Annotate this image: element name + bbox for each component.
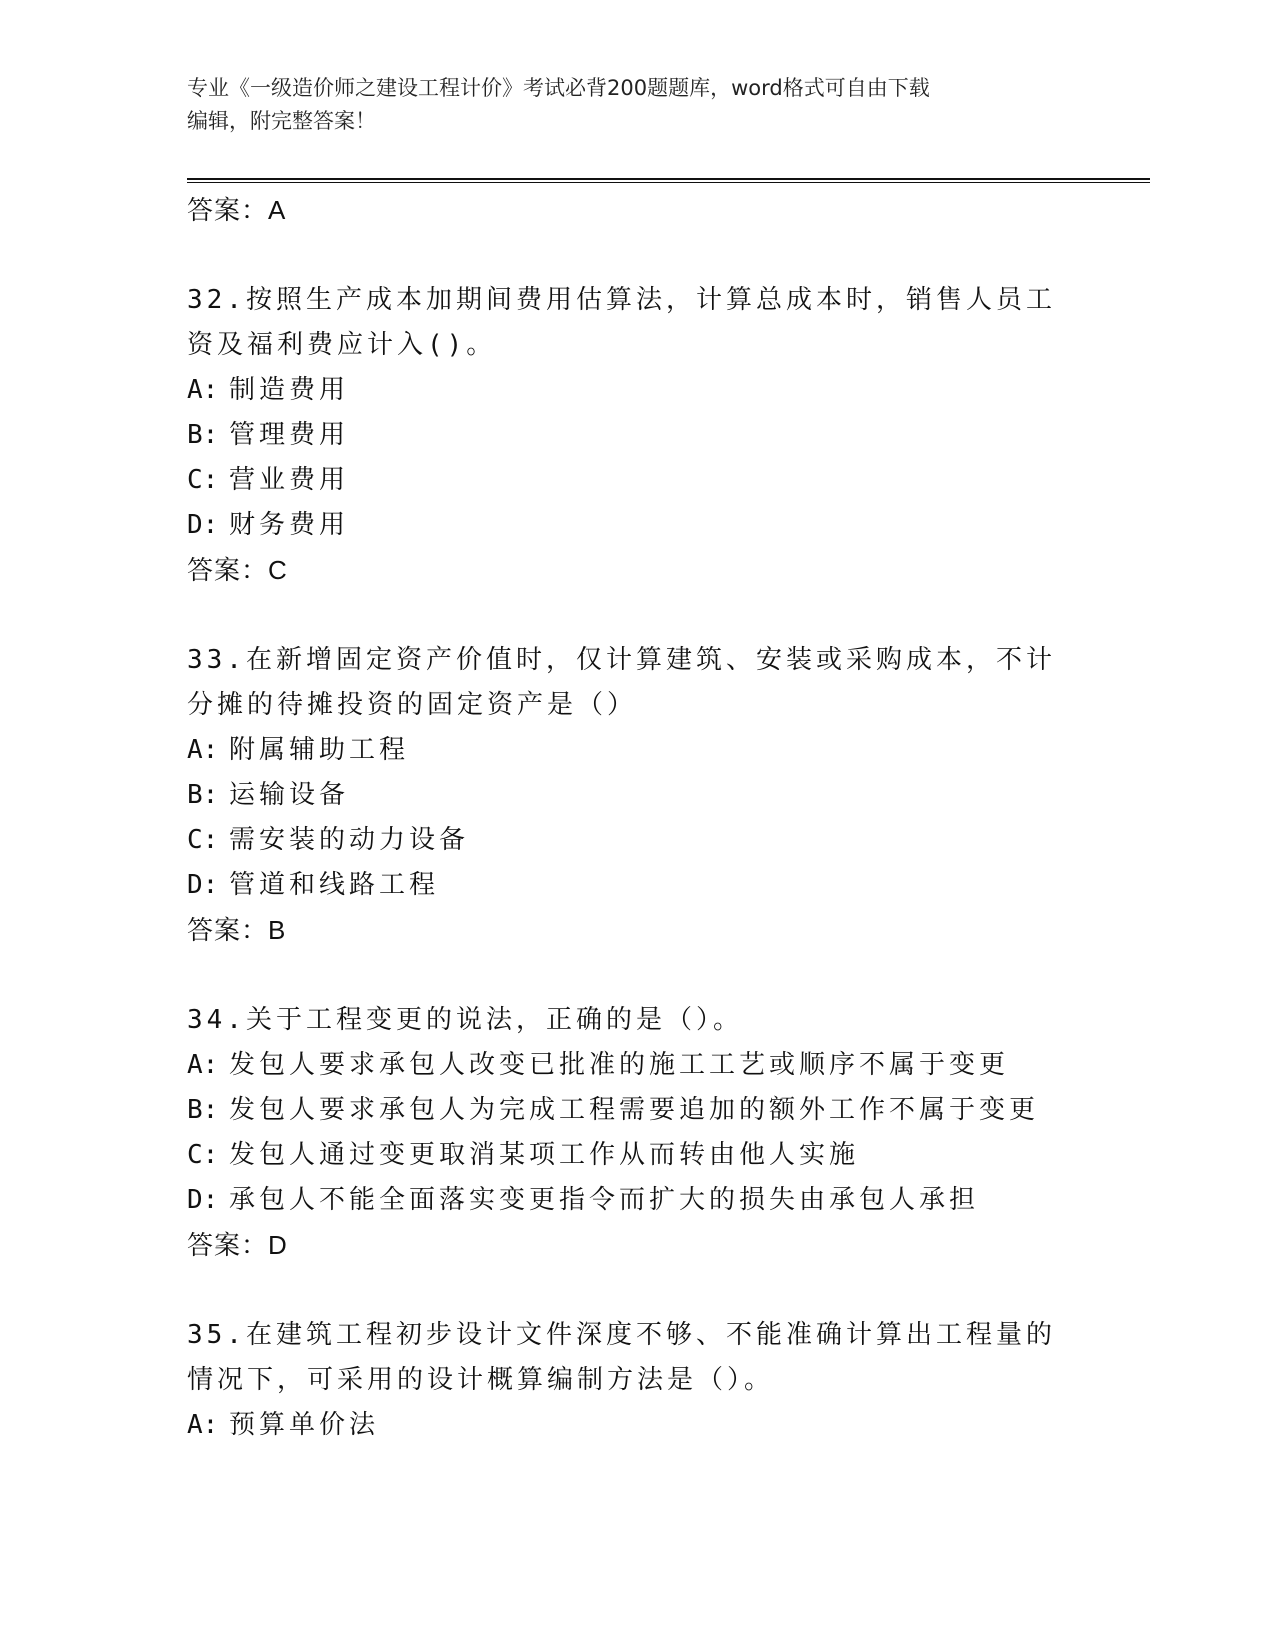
question-35 <box>187 1313 1087 1448</box>
question-32 <box>187 278 1087 592</box>
option-letter: D: <box>187 870 219 900</box>
option-text: 发包人通过变更取消某项工作从而转由他人实施 <box>229 1140 860 1170</box>
question-text: 35.在建筑工程初步设计文件深度不够、不能准确计算出工程量的情况下，可采用的设计概算编制方法是（）。 <box>187 1320 1056 1395</box>
option-d <box>187 503 1087 548</box>
answer-line: 答案：A <box>187 195 287 225</box>
option-text: 财务费用 <box>229 510 350 540</box>
header-line-1: 专业《一级造价师之建设工程计价》考试必背200题题库，word格式可自由下载 <box>187 76 930 100</box>
option-text: 附属辅助工程 <box>229 735 410 765</box>
option-c <box>187 818 1087 863</box>
option-letter: C: <box>187 825 219 855</box>
option-text: 发包人要求承包人为完成工程需要追加的额外工作不属于变更 <box>229 1095 1040 1125</box>
header-line-2: 编辑，附完整答案！ <box>187 109 376 133</box>
option-text: 管道和线路工程 <box>229 870 440 900</box>
option-d <box>187 1178 1087 1223</box>
option-letter: D: <box>187 1185 219 1215</box>
option-letter: C: <box>187 465 219 495</box>
answer-line: 答案：B <box>187 915 287 945</box>
question-text: 33.在新增固定资产价值时，仅计算建筑、安装或采购成本，不计分摊的待摊投资的固定资产是（） <box>187 645 1056 720</box>
question-33 <box>187 638 1087 952</box>
option-text: 发包人要求承包人改变已批准的施工工艺或顺序不属于变更 <box>229 1050 1010 1080</box>
option-c <box>187 1133 1087 1178</box>
option-letter: B: <box>187 420 219 450</box>
option-text: 需安装的动力设备 <box>229 825 470 855</box>
option-a <box>187 1403 1087 1448</box>
option-letter: A: <box>187 375 219 405</box>
option-text: 管理费用 <box>229 420 350 450</box>
option-b <box>187 773 1087 818</box>
answer-line: 答案：D <box>187 1230 288 1260</box>
option-text: 预算单价法 <box>229 1410 380 1440</box>
option-letter: B: <box>187 780 219 810</box>
answer-line: 答案：C <box>187 555 288 585</box>
option-c <box>187 458 1087 503</box>
option-text: 制造费用 <box>229 375 350 405</box>
header-divider <box>187 178 1150 183</box>
option-letter: D: <box>187 510 219 540</box>
option-a <box>187 1043 1087 1088</box>
document-body <box>187 188 1087 1448</box>
question-34 <box>187 998 1087 1267</box>
option-b <box>187 1088 1087 1133</box>
option-a <box>187 728 1087 773</box>
option-letter: B: <box>187 1095 219 1125</box>
option-letter: A: <box>187 735 219 765</box>
option-letter: A: <box>187 1050 219 1080</box>
option-text: 承包人不能全面落实变更指令而扩大的损失由承包人承担 <box>229 1185 980 1215</box>
option-d <box>187 863 1087 908</box>
option-text: 营业费用 <box>229 465 350 495</box>
question-text: 32.按照生产成本加期间费用估算法，计算总成本时，销售人员工资及福利费应计入()。 <box>187 285 1056 360</box>
option-a <box>187 368 1087 413</box>
option-text: 运输设备 <box>229 780 350 810</box>
option-b <box>187 413 1087 458</box>
page-header <box>187 72 1087 138</box>
question-text: 34.关于工程变更的说法，正确的是（）。 <box>187 1005 743 1035</box>
option-letter: A: <box>187 1410 219 1440</box>
option-letter: C: <box>187 1140 219 1170</box>
